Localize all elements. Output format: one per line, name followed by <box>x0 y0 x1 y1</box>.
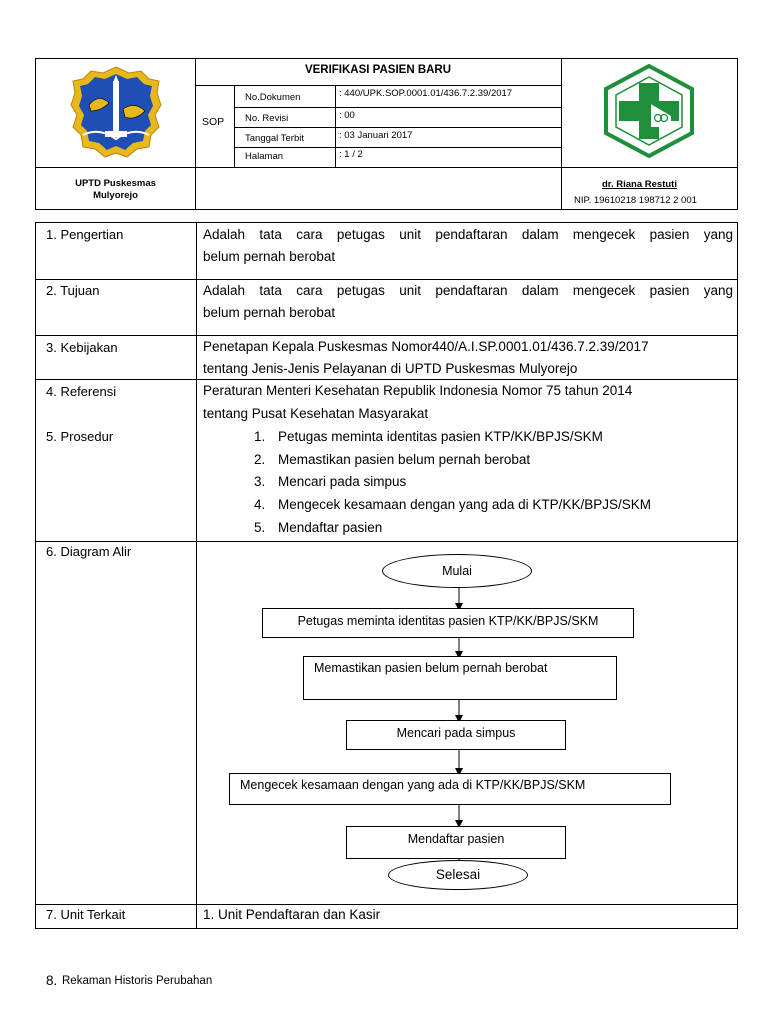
step-number: 2. <box>254 452 266 467</box>
flow-step-1: Petugas meminta identitas pasien KTP/KK/BPJS/SKM <box>262 608 634 638</box>
step-text: Memastikan pasien belum pernah berobat <box>278 452 531 467</box>
tujuan-line1: Adalah tata cara petugas unit pendaftaran dalam mengecek pasien yang <box>203 283 733 298</box>
step-number: 1. <box>254 429 266 444</box>
sop-content-table <box>35 222 738 929</box>
puskesmas-logo <box>601 63 697 159</box>
step-number: 5. <box>254 520 266 535</box>
flow-step-3: Mencari pada simpus <box>346 720 566 750</box>
unit-terkait-value: 1. Unit Pendaftaran dan Kasir <box>203 907 381 922</box>
field-label-tanggal-terbit: Tanggal Terbit <box>245 133 304 144</box>
kebijakan-line2: tentang Jenis-Jenis Pelayanan di UPTD Puskesmas Mulyorejo <box>203 361 578 376</box>
header-table <box>35 58 738 210</box>
footer-text: Rekaman Historis Perubahan <box>62 975 213 987</box>
document-title: VERIFIKASI PASIEN BARU <box>304 64 452 76</box>
org-name-line2: Mulyorejo <box>93 190 138 201</box>
field-value-no-revisi: : 00 <box>339 110 355 121</box>
sop-label: SOP <box>202 116 225 128</box>
flow-step-2: Memastikan pasien belum pernah berobat <box>303 656 617 700</box>
flow-step-4: Mengecek kesamaan dengan yang ada di KTP/KK/BPJS/SKM <box>229 773 671 805</box>
flow-start-oval: Mulai <box>382 554 532 588</box>
footer-number: 8. <box>46 973 58 988</box>
signer-nip: NIP. 19610218 198712 2 001 <box>574 195 697 206</box>
referensi-line2: tentang Pusat Kesehatan Masyarakat <box>203 406 429 421</box>
pengertian-line2: belum pernah berobat <box>203 249 336 264</box>
pengertian-label: 1. Pengertian <box>46 227 124 242</box>
step-text: Mendaftar pasien <box>278 520 383 535</box>
unit-terkait-label: 7. Unit Terkait <box>46 907 126 922</box>
prosedur-label: 5. Prosedur <box>46 429 114 444</box>
tujuan-line2: belum pernah berobat <box>203 305 336 320</box>
field-label-no-revisi: No. Revisi <box>245 113 289 124</box>
org-name-line1: UPTD Puskesmas <box>75 178 156 189</box>
city-crest-logo <box>69 65 163 159</box>
field-value-tanggal-terbit: : 03 Januari 2017 <box>339 130 413 141</box>
step-number: 4. <box>254 497 266 512</box>
step-text: Petugas meminta identitas pasien KTP/KK/BPJS/SKM <box>278 429 603 444</box>
field-value-halaman: : 1 / 2 <box>339 149 363 160</box>
step-text: Mengecek kesamaan dengan yang ada di KTP/KK/BPJS/SKM <box>278 497 651 512</box>
flow-end-oval: Selesai <box>388 860 528 890</box>
field-label-no-dokumen: No.Dokumen <box>245 92 301 103</box>
referensi-label: 4. Referensi <box>46 384 117 399</box>
step-text: Mencari pada simpus <box>278 474 407 489</box>
field-label-halaman: Halaman <box>245 151 284 162</box>
referensi-line1: Peraturan Menteri Kesehatan Republik Indonesia Nomor 75 tahun 2014 <box>203 383 633 398</box>
pengertian-line1: Adalah tata cara petugas unit pendaftaran dalam mengecek pasien yang <box>203 227 733 242</box>
signer-name: dr. Riana Restuti <box>602 179 677 190</box>
diagram-label: 6. Diagram Alir <box>46 544 132 559</box>
tujuan-label: 2. Tujuan <box>46 283 100 298</box>
kebijakan-label: 3. Kebijakan <box>46 340 118 355</box>
kebijakan-line1: Penetapan Kepala Puskesmas Nomor440/A.I.SP.0001.01/436.7.2.39/2017 <box>203 339 649 354</box>
field-value-no-dokumen: : 440/UPK.SOP.0001.01/436.7.2.39/2017 <box>339 88 513 99</box>
flow-step-5: Mendaftar pasien <box>346 826 566 859</box>
step-number: 3. <box>254 474 266 489</box>
